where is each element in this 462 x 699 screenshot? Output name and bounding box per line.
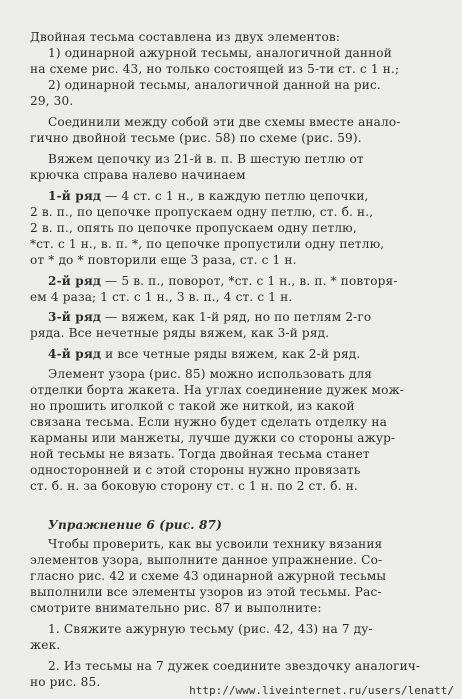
text-span: на схеме рис. 43, но только состоящей из 5-ти ст. с 1 н.; [30,62,400,76]
text-line [30,569,386,584]
text-line [30,585,382,600]
text-line [30,326,329,341]
text-line [30,290,292,305]
text-span: — вяжем, как 1-й ряд, но по петлям 2-го [101,310,372,324]
text-span: Элемент узора (рис. 85) можно использовать для [48,367,373,381]
text-line [30,168,246,183]
source-url[interactable]: http://www.liveinternet.ru/users/lenatt/ [189,684,454,697]
text-span: крючка справа налево начинаем [30,168,246,182]
text-line [30,94,73,109]
text-span: односторонней и с этой стороны нужно провязать [30,463,361,477]
text-span: отделки борта жакета. На углах соединение дужек мож- [30,383,405,397]
text-line [30,638,60,653]
text-span: 1) одинарной ажурной тесьмы, аналогичной данной [48,46,392,60]
text-line [30,253,297,268]
text-line [48,518,222,533]
text-line [48,659,420,674]
text-line [48,115,401,130]
text-span: 2 в. п., опять по цепочке пропускаем одну петлю, [30,221,357,235]
text-span: жек. [30,638,61,652]
text-span: смотрите внимательно рис. 87 и выполните: [30,601,322,615]
text-line [30,131,362,146]
text-span: 2) одинарной тесьмы, аналогичной данной на рис. [48,78,381,92]
text-span: но рис. 85. [30,675,101,689]
row-label: 2-й ряд [48,274,102,288]
text-line [30,399,355,414]
text-line [30,431,395,446]
row-label: 1-й ряд [48,189,102,203]
text-line [48,46,392,61]
text-line [48,274,398,289]
text-line [48,189,369,204]
text-span: карманы или манжеты, лучше дужки со стороны ажур- [30,431,396,445]
text-span: связана тесьма. Если нужно будет сделать отделку на [30,415,387,429]
text-line [48,310,371,325]
text-line [48,152,364,167]
text-line [30,237,384,252]
text-line [48,78,381,93]
text-line [30,447,370,462]
text-span: 29, 30. [30,94,74,108]
text-line [30,205,373,220]
text-span: — 5 в. п., поворот, *ст. с 1 н., в. п. * повторя- [101,274,398,288]
text-span: от * до * повторили еще 3 раза, ст. с 1 н. [30,253,297,267]
text-line [30,30,340,45]
text-span: 2 в. п., по цепочке пропускаем одну петлю, ст. б. н., [30,205,374,219]
text-span: — 4 ст. с 1 н., в каждую петлю цепочки, [101,189,369,203]
text-span: ст. б. н. за боковую сторону ст. с 1 н. по 2 ст. б. н. [30,479,358,493]
text-line [30,221,357,236]
row-label: 3-й ряд [48,310,102,324]
text-line [48,622,373,637]
text-line [30,601,322,616]
text-span: Двойная тесьма составлена из двух элементов: [30,30,341,44]
text-span: гично двойной тесьме (рис. 58) по схеме (рис. 59). [30,131,362,145]
text-span: выполнили все элементы узоров из этой тесьмы. Рас- [30,585,382,599]
text-line [48,537,382,552]
text-line [30,62,399,77]
text-span: и все четные ряды вяжем, как 2-й ряд. [101,347,361,361]
text-line [30,479,358,494]
exercise-heading: Упражнение 6 (рис. 87) [48,518,222,532]
text-line [30,675,100,690]
text-line [48,347,360,362]
text-span: гласно рис. 42 и схеме 43 одинарной ажурной тесьмы [30,569,387,583]
text-span: элементов узора, выполните данное упражнение. Со- [30,553,383,567]
text-span: ной тесьмы не вязать. Тогда двойная тесьма станет [30,447,370,461]
text-span: *ст. с 1 н., в. п. *, по цепочке пропустили одну петлю, [30,237,385,251]
text-span: 2. Из тесьмы на 7 дужек соедините звездочку аналогич- [48,659,421,673]
text-span: но прошить иголкой с такой же ниткой, из какой [30,399,355,413]
text-line [30,383,404,398]
text-span: Соединили между собой эти две схемы вместе анало- [48,115,401,129]
text-span: ряда. Все нечетные ряды вяжем, как 3-й ряд. [30,326,330,340]
text-span: Чтобы проверить, как вы усвоили технику вязания [48,537,383,551]
row-label: 4-й ряд [48,347,102,361]
text-span: 1. Свяжите ажурную тесьму (рис. 42, 43) на 7 ду- [48,622,373,636]
text-line [30,553,382,568]
text-line [30,415,387,430]
text-span: Вяжем цепочку из 21-й в. п. В шестую петлю от [48,152,364,166]
text-line [48,367,372,382]
text-line [30,463,360,478]
text-span: ем 4 раза; 1 ст. с 1 н., 3 в. п., 4 ст. с 1 н. [30,290,293,304]
